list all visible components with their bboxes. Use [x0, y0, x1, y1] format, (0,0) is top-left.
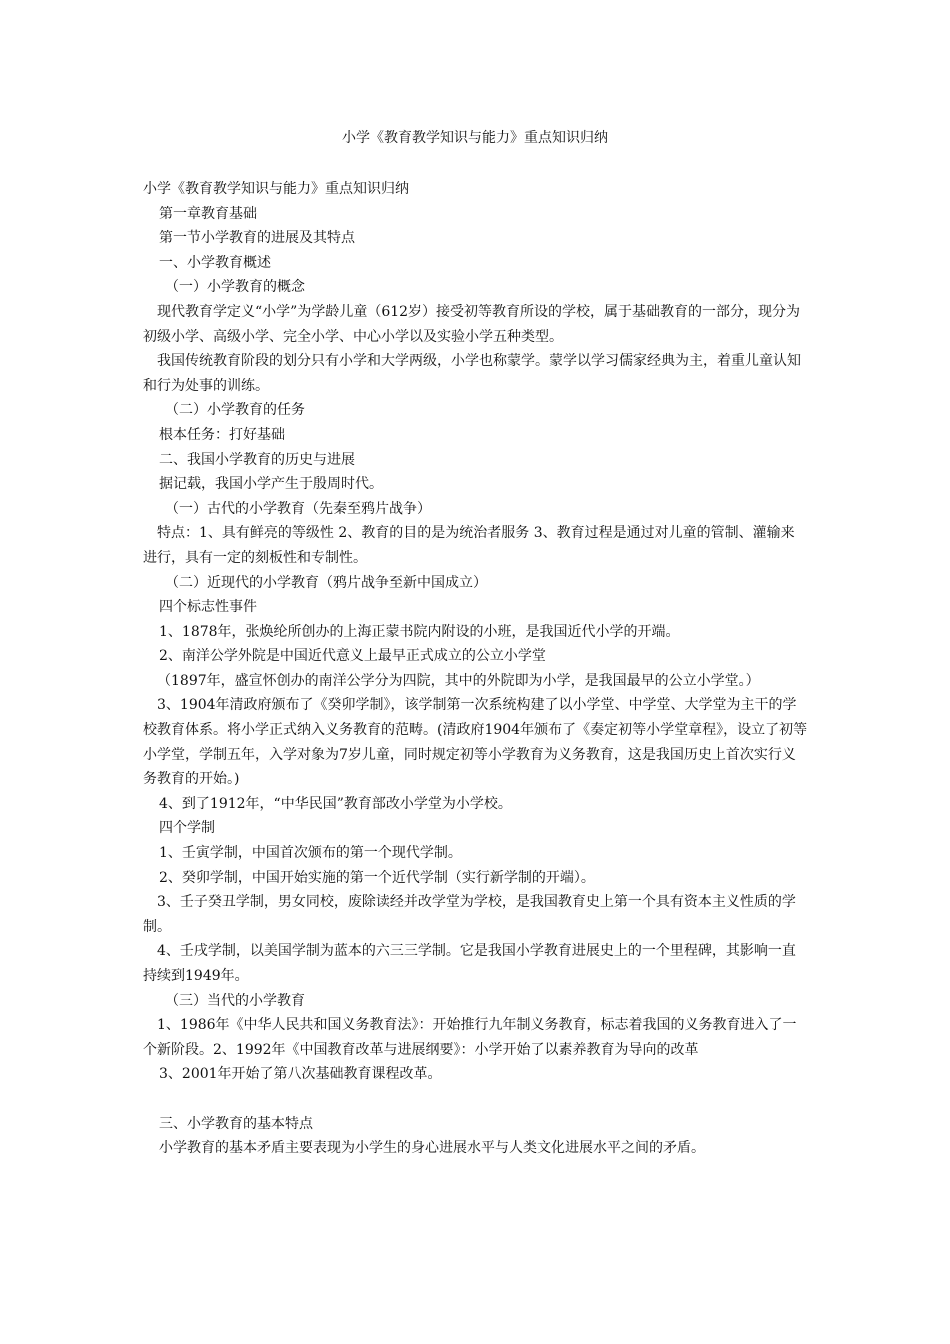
list-item: 3、2001年开始了第八次基础教育课程改革。	[159, 1066, 442, 1083]
document-body	[143, 177, 808, 1161]
subsection-item-heading: （二）近现代的小学教育（鸦片战争至新中国成立）	[165, 574, 487, 591]
blank-line	[143, 1087, 808, 1112]
paragraph: 据记载，我国小学产生于殷周时代。	[159, 476, 383, 493]
subsection-item-heading: （一）古代的小学教育（先秦至鸦片战争）	[165, 500, 431, 517]
paragraph: 我国传统教育阶段的划分只有小学和大学两级，小学也称蒙学。蒙学以学习儒家经典为主，着重儿童认知和行为处事的训练。	[143, 353, 801, 394]
list-item: 1、1986年《中华人民共和国义务教育法》：开始推行九年制义务教育，标志着我国的义务教育进入了一个新阶段。2、1992年《中国教育改革与进展纲要》：小学开始了以素养教育为导向的改革	[143, 1017, 797, 1058]
paragraph: （1897年，盛宣怀创办的南洋公学分为四院，其中的外院即为小学，是我国最早的公立小学堂。）	[157, 672, 760, 689]
list-heading: 四个标志性事件	[159, 599, 257, 616]
list-heading: 四个学制	[159, 820, 215, 837]
section-heading: 第一节小学教育的进展及其特点	[159, 230, 355, 247]
paragraph: 现代教育学定义“小学”为学龄儿童（612岁）接受初等教育所设的学校，属于基础教育的一部分，现分为初级小学、高级小学、完全小学、中心小学以及实验小学五种类型。	[143, 303, 801, 345]
list-item: 2、癸卯学制，中国开始实施的第一个近代学制（实行新学制的开端）。	[159, 869, 595, 886]
list-item: 1、壬寅学制，中国首次颁布的第一个现代学制。	[159, 845, 462, 862]
subsection-heading: 一、小学教育概述	[159, 254, 271, 271]
subsection-heading: 三、小学教育的基本特点	[159, 1115, 313, 1132]
list-item: 4、到了1912年，“中华民国”教育部改小学堂为小学校。	[159, 795, 512, 812]
subsection-item-heading: （一）小学教育的概念	[165, 279, 305, 296]
list-item: 3、1904年清政府颁布了《癸卯学制》，该学制第一次系统构建了以小学堂、中学堂、大学堂为主干的学校教育体系。将小学正式纳入义务教育的范畴。(清政府1904年颁布了《奏定初等小学堂章程》，设立了初等小学堂，学制五年，入学对象为7岁儿童，同时规定初等小学教育为义务教育，这是我国历史上首次实行义务教育的开始。)	[143, 697, 808, 788]
list-item: 4、壬戌学制，以美国学制为蓝本的六三三学制。它是我国小学教育进展史上的一个里程碑，其影响一直持续到1949年。	[143, 943, 796, 984]
subsection-item-heading: （三）当代的小学教育	[165, 992, 305, 1009]
body-heading: 小学《教育教学知识与能力》重点知识归纳	[143, 181, 409, 197]
list-item: 3、壬子癸丑学制，男女同校，废除读经并改学堂为学校，是我国教育史上第一个具有资本主义性质的学制。	[143, 894, 796, 935]
paragraph: 根本任务：打好基础	[159, 426, 285, 443]
list-item: 2、南洋公学外院是中国近代意义上最早正式成立的公立小学堂	[159, 648, 546, 665]
subsection-heading: 二、我国小学教育的历史与进展	[159, 451, 355, 468]
paragraph: 小学教育的基本矛盾主要表现为小学生的身心进展水平与人类文化进展水平之间的矛盾。	[159, 1140, 705, 1157]
subsection-item-heading: （二）小学教育的任务	[165, 402, 305, 419]
chapter-heading: 第一章教育基础	[159, 205, 257, 222]
document-title: 小学《教育教学知识与能力》重点知识归纳	[342, 130, 608, 146]
paragraph: 特点：1、具有鲜亮的等级性 2、教育的目的是为统治者服务 3、教育过程是通过对儿童的管制、灌输来进行，具有一定的刻板性和专制性。	[143, 525, 795, 566]
list-item: 1、1878年，张焕纶所创办的上海正蒙书院内附设的小班，是我国近代小学的开端。	[159, 623, 680, 640]
